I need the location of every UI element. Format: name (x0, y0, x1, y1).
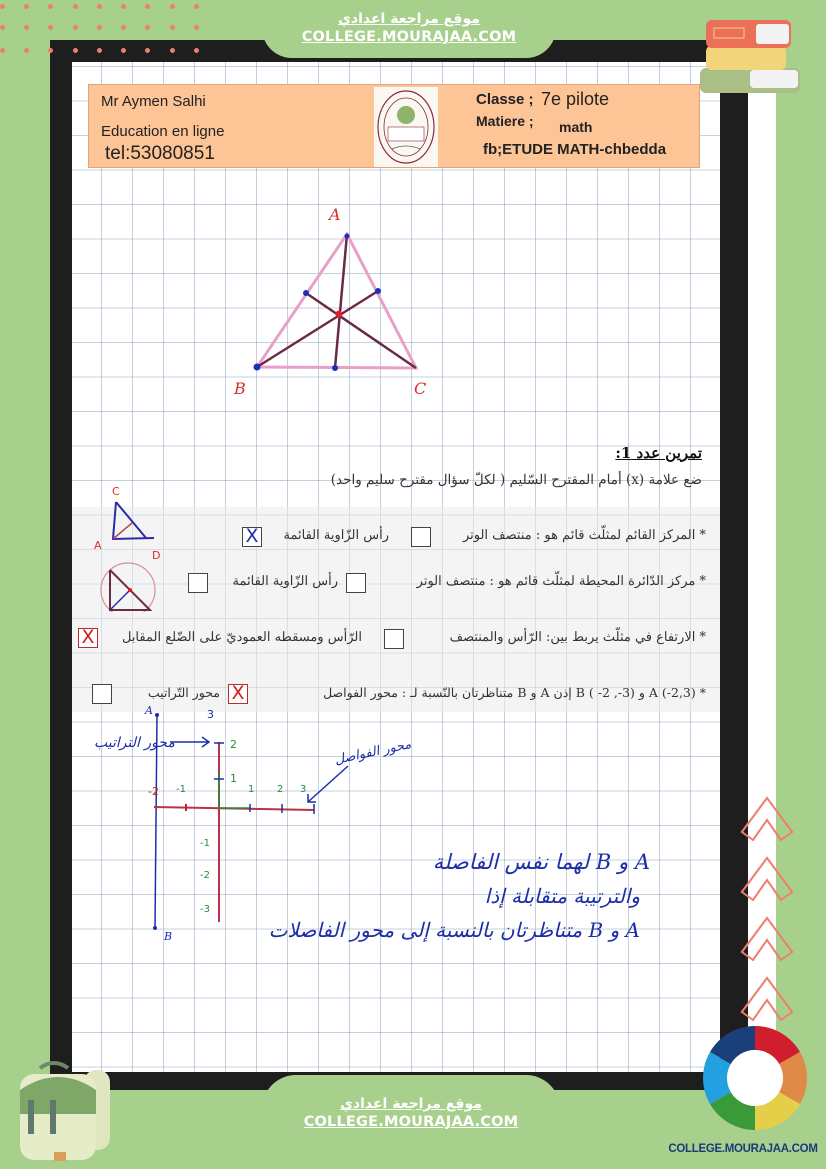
q3-option2-checkbox[interactable]: X (78, 628, 98, 648)
answer-line-2: والترتيبة متقابلة إذا (484, 884, 640, 908)
svg-text:A: A (94, 539, 102, 552)
site-domain-link[interactable]: COLLEGE.MOURAJAA.COM (303, 1114, 519, 1130)
svg-text:2: 2 (277, 784, 284, 795)
books-stack-icon (692, 10, 812, 95)
svg-text:B: B (234, 379, 246, 398)
classe-label: Classe ; (476, 91, 534, 108)
q2-option1-checkbox[interactable] (346, 573, 366, 593)
matiere-label: Matiere ; (476, 113, 534, 129)
svg-text:3: 3 (300, 784, 307, 795)
svg-text:1: 1 (248, 784, 255, 795)
abscissa-axis-label: محور الفواصل (333, 737, 413, 768)
svg-text:A: A (329, 205, 341, 224)
school-stamp-logo (374, 87, 438, 167)
q2-option2-checkbox[interactable] (188, 573, 208, 593)
svg-text:-2: -2 (148, 785, 159, 798)
q1-option2-label: رأس الزّاوية القائمة (283, 528, 389, 543)
college-mourajaa-logo (695, 1020, 815, 1138)
question-3-text: * الارتفاع في مثلّث يربط بين: الرّأس والمنتصف (449, 630, 706, 645)
teacher-phone: tel:53080851 (105, 143, 215, 164)
svg-text:-2: -2 (200, 870, 210, 881)
question-2-text: * مركز الدّائرة المحيطة لمثلّث قائم هو : منتصف الوتر (416, 574, 706, 589)
svg-text:1: 1 (230, 772, 237, 785)
q4-option1-checkbox[interactable]: X (228, 684, 248, 704)
q2-option2-label: رأس الزّاوية القائمة (232, 574, 338, 589)
facebook-page: fb;ETUDE MATH-chbedda (483, 141, 667, 158)
svg-text:3: 3 (207, 708, 214, 721)
chevron-up-icons (734, 790, 794, 1030)
header-subtitle: Education en ligne (101, 123, 225, 140)
svg-text:B: B (164, 930, 173, 943)
teacher-name: Mr Aymen Salhi (101, 93, 206, 110)
exercise-title: تمرين عدد 1: (615, 444, 702, 462)
svg-text:C: C (414, 379, 427, 398)
answer-line-1: A و B لهما نفس الفاصلة (432, 850, 650, 874)
site-name-arabic: موقع مراجعة اعدادي (338, 11, 480, 27)
svg-text:A: A (145, 704, 153, 717)
exercise-instruction: ضع علامة (x) أمام المقترح السّليم ( لكلّ سؤال مقترح سليم واحد) (330, 472, 702, 488)
logo-caption: COLLEGE.MOURAJAA.COM (668, 1143, 818, 1155)
question-1-text: * المركز القائم لمثلّث قائم هو : منتصف الوتر (462, 528, 706, 543)
q1-option2-checkbox[interactable]: X (242, 527, 262, 547)
q3-option1-checkbox[interactable] (384, 629, 404, 649)
worksheet-page (72, 62, 720, 1072)
classe-value: 7e pilote (541, 89, 610, 109)
svg-text:2: 2 (230, 738, 237, 751)
backpack-icon (14, 1060, 114, 1165)
svg-text:D: D (152, 549, 161, 562)
ordinate-axis-label: محور التراتيب (94, 735, 175, 751)
q4-option2-label: محور التّراتيب (147, 685, 220, 700)
question-4-text: * A (-2,3) و B ( -2 ,-3) إذن A و B متناظرتان بالنّسبة لـ : محور الفواصل (323, 685, 706, 700)
left-green-strip (0, 40, 50, 1090)
q1-option1-checkbox[interactable] (411, 527, 431, 547)
top-site-banner[interactable] (262, 0, 556, 58)
answer-line-3: A و B متناظرتان بالنسبة إلى محور الفاصلات (268, 918, 640, 942)
right-triangle-sketches (88, 482, 168, 612)
svg-text:-3: -3 (200, 904, 210, 915)
svg-text:-1: -1 (176, 784, 186, 795)
site-domain-link[interactable]: COLLEGE.MOURAJAA.COM (301, 29, 517, 45)
bottom-site-banner[interactable] (262, 1075, 560, 1169)
triangle-medians-figure (222, 202, 452, 402)
matiere-value: math (559, 119, 593, 135)
site-name-arabic: موقع مراجعة اعدادي (340, 1096, 482, 1112)
q3-option2-label: الرّأس ومسقطه العموديّ على الضّلع المقابل (121, 630, 362, 645)
header-box (88, 84, 700, 168)
svg-text:-1: -1 (200, 838, 210, 849)
svg-text:C: C (112, 485, 120, 498)
